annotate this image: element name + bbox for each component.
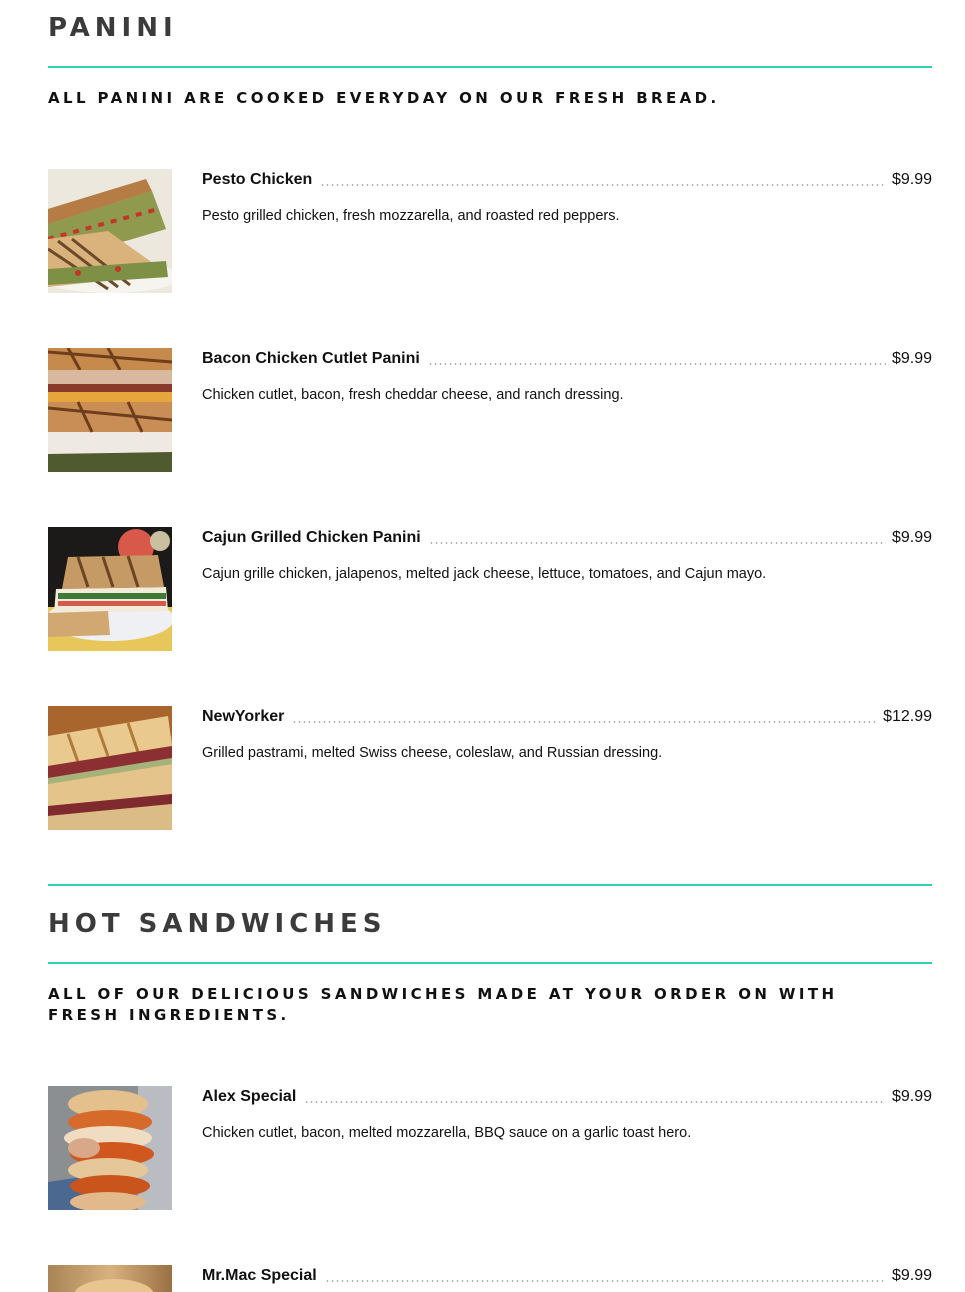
section-title-hot-sandwiches: HOT SANDWICHES (48, 909, 387, 939)
item-price: $9.99 (891, 171, 932, 188)
dotted-leader (320, 184, 886, 186)
menu-item[interactable] (48, 1265, 932, 1292)
item-description: Grilled pastrami, melted Swiss cheese, coleslaw, and Russian dressing. (202, 745, 663, 761)
item-name: Alex Special (202, 1088, 297, 1105)
dotted-leader (292, 721, 877, 723)
item-price: $12.99 (883, 708, 932, 725)
item-name: Bacon Chicken Cutlet Panini (202, 350, 420, 367)
item-price: $9.99 (891, 529, 932, 546)
new-yorker-panini-photo (48, 706, 172, 830)
item-name: NewYorker (202, 708, 285, 725)
dotted-leader (428, 363, 886, 365)
section-description-panini: ALL PANINI ARE COOKED EVERYDAY ON OUR FRESH BREAD. (48, 89, 720, 107)
alex-special-photo (48, 1086, 172, 1210)
pesto-panini-photo (48, 169, 172, 293)
menu-item[interactable] (48, 348, 932, 472)
item-name: Cajun Grilled Chicken Panini (202, 529, 421, 546)
dotted-leader (325, 1280, 886, 1282)
cajun-panini-photo (48, 527, 172, 651)
menu-item[interactable] (48, 1086, 932, 1210)
section-divider (48, 66, 932, 68)
item-description: Pesto grilled chicken, fresh mozzarella, and roasted red peppers. (202, 208, 620, 224)
section-divider (48, 884, 932, 886)
item-description: Cajun grille chicken, jalapenos, melted jack cheese, lettuce, tomatoes, and Cajun mayo. (202, 566, 767, 582)
item-price: $9.99 (891, 1088, 932, 1105)
mr-mac-special-photo (48, 1265, 172, 1292)
item-price: $9.99 (891, 1267, 932, 1284)
section-description-hot-sandwiches: ALL OF OUR DELICIOUS SANDWICHES MADE AT YOUR ORDER ON WITH FRESH INGREDIENTS. (48, 985, 838, 1024)
item-description: Chicken cutlet, bacon, fresh cheddar cheese, and ranch dressing. (202, 387, 624, 403)
dotted-leader (429, 542, 886, 544)
dotted-leader (304, 1101, 886, 1103)
section-divider (48, 962, 932, 964)
bacon-panini-photo (48, 348, 172, 472)
item-description: Chicken cutlet, bacon, melted mozzarella, BBQ sauce on a garlic toast hero. (202, 1125, 692, 1141)
menu-item[interactable] (48, 527, 932, 651)
menu-item[interactable] (48, 169, 932, 293)
item-name: Mr.Mac Special (202, 1267, 317, 1284)
item-price: $9.99 (891, 350, 932, 367)
section-title-panini: PANINI (48, 13, 178, 43)
item-name: Pesto Chicken (202, 171, 313, 188)
menu-item[interactable] (48, 706, 932, 830)
